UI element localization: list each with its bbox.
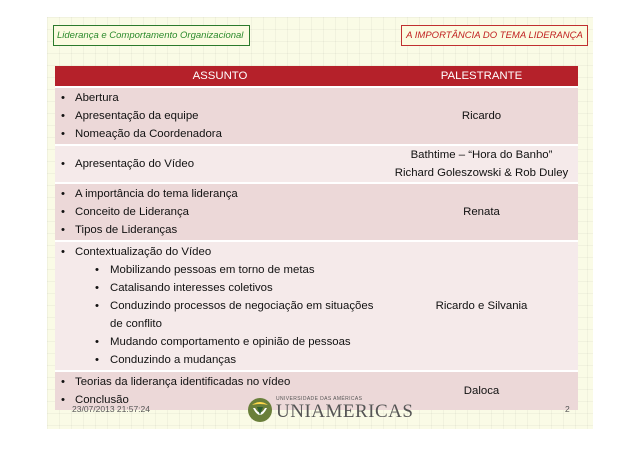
subject-cell xyxy=(55,145,385,183)
list-item-label: Contextualização do Vídeo xyxy=(75,246,212,258)
sub-list-item: • Mobilizando pessoas em torno de metas xyxy=(75,261,385,279)
speaker-column-header: PALESTRANTE xyxy=(385,66,578,87)
table-row xyxy=(55,183,578,241)
page-number: 2 xyxy=(565,404,570,414)
list-item: • Conceito de Liderança xyxy=(61,203,385,221)
agenda-table xyxy=(55,66,578,410)
subject-column-header: ASSUNTO xyxy=(55,66,385,87)
sub-list-item: • Conduzindo processos de negociação em situações de conflito xyxy=(75,297,385,333)
subject-cell xyxy=(55,183,385,241)
list-item: • Apresentação da equipe xyxy=(61,107,385,125)
list-item: • A importância do tema liderança xyxy=(61,185,385,203)
sub-list-item: • Mudando comportamento e opinião de pessoas xyxy=(75,333,385,351)
video-title: Bathtime – “Hora do Banho” xyxy=(410,149,553,161)
sub-list-item: • Catalisando interesses coletivos xyxy=(75,279,385,297)
list-item xyxy=(61,243,385,369)
list-item: • Conclusão xyxy=(61,391,385,409)
list-item: • Tipos de Lideranças xyxy=(61,221,385,239)
list-item: • Nomeação da Coordenadora xyxy=(61,125,385,143)
logo-wordmark: UNIAMERICAS xyxy=(276,401,414,422)
table-header-row xyxy=(55,66,578,87)
speaker-cell: Ricardo xyxy=(385,87,578,145)
speaker-cell xyxy=(385,145,578,183)
list-item: • Apresentação do Vídeo xyxy=(61,155,385,173)
speaker-cell: Daloca xyxy=(385,371,578,410)
course-title-box: Liderança e Comportamento Organizacional xyxy=(53,25,250,46)
subject-cell xyxy=(55,87,385,145)
sub-list-item: • Conduzindo a mudanças xyxy=(75,351,385,369)
table-row xyxy=(55,241,578,371)
list-item: • Teorias da liderança identificadas no vídeo xyxy=(61,373,385,391)
table-row xyxy=(55,87,578,145)
subject-cell xyxy=(55,241,385,371)
table-row xyxy=(55,145,578,183)
speaker-cell: Renata xyxy=(385,183,578,241)
slide-date: 23/07/2013 21:57:24 xyxy=(72,404,150,414)
video-authors: Richard Goleszowski & Rob Duley xyxy=(394,167,569,179)
logo-tagline: UNIVERSIDADE DAS AMÉRICAS xyxy=(276,396,363,402)
list-item: • Abertura xyxy=(61,89,385,107)
speaker-cell: Ricardo e Silvania xyxy=(385,241,578,371)
slide-topic-box: A IMPORTÂNCIA DO TEMA LIDERANÇA xyxy=(401,25,588,46)
